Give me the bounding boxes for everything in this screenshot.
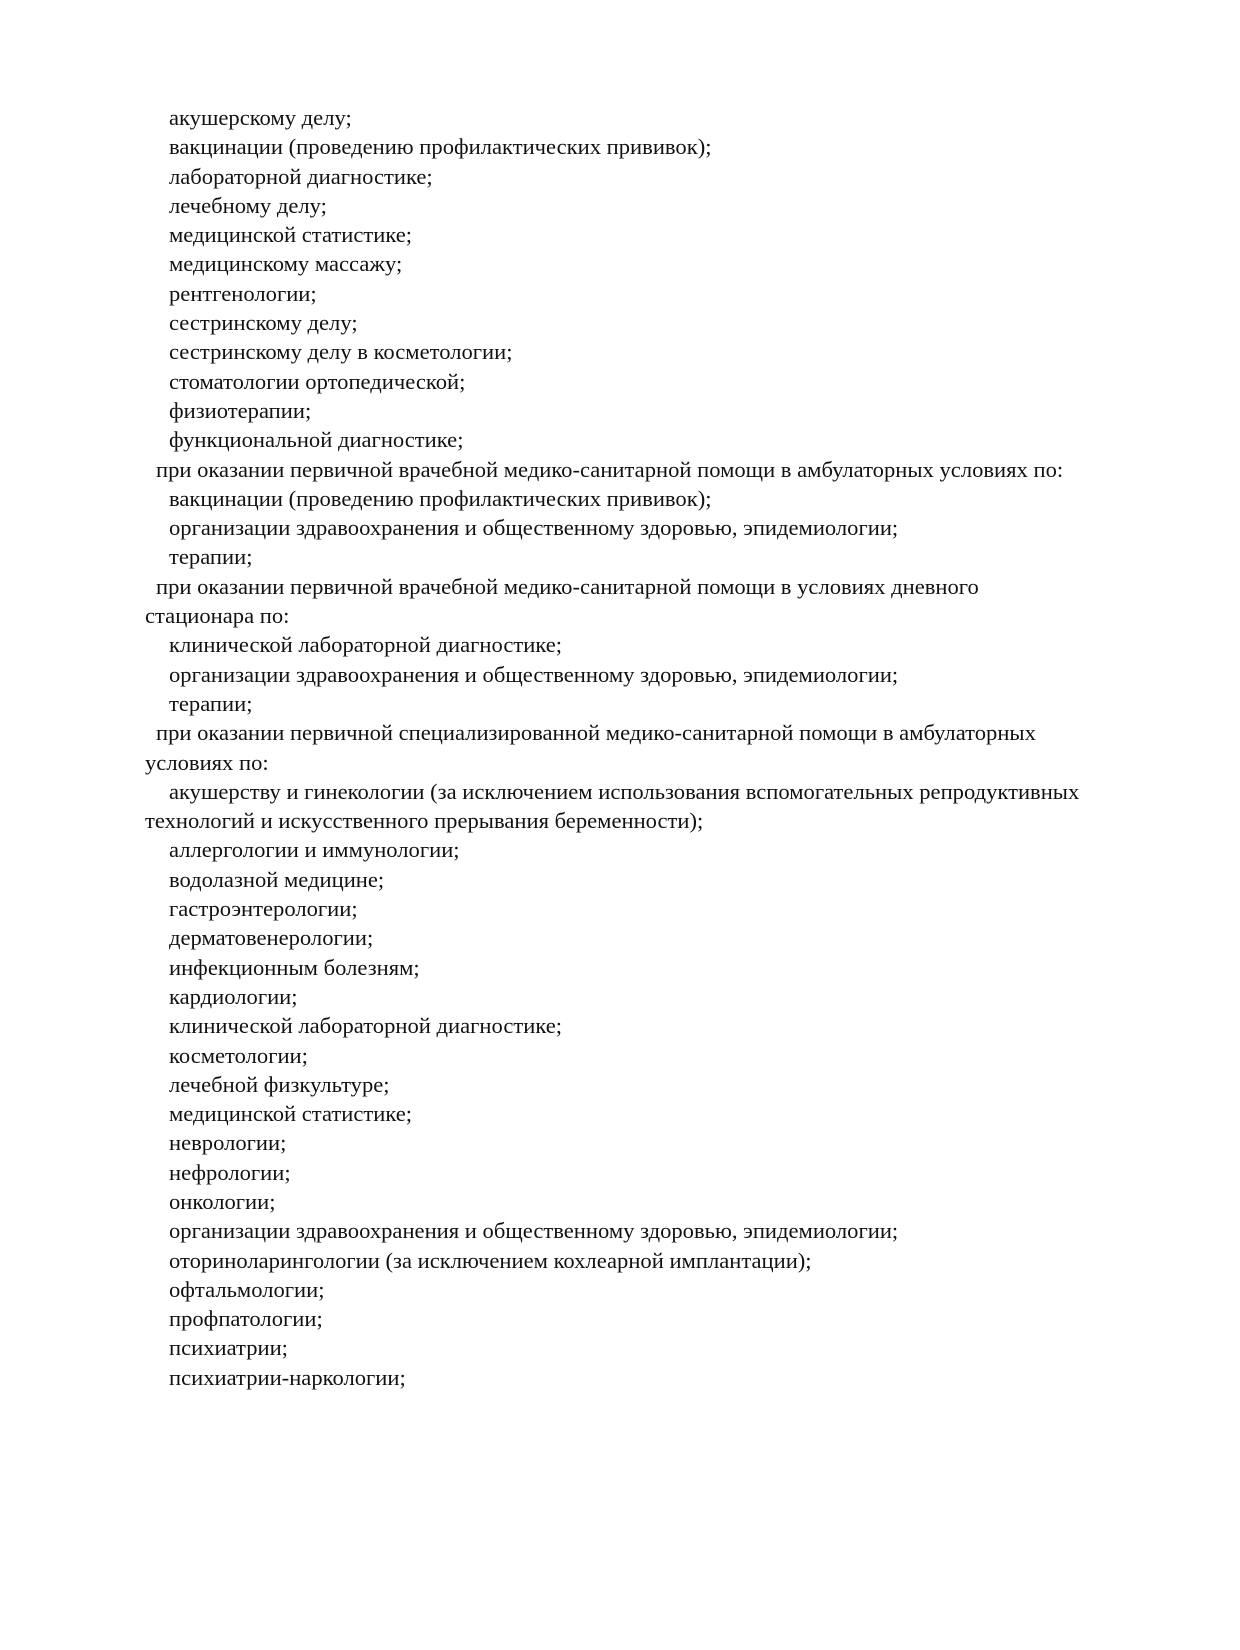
list-item: инфекционным болезням;	[169, 954, 420, 980]
list-item: нефрологии;	[169, 1159, 291, 1185]
list-item: медицинской статистике;	[169, 1101, 413, 1127]
list-item: клинической лабораторной диагностике;	[169, 1013, 563, 1039]
list-item: вакцинации (проведению профилактических прививок);	[169, 134, 712, 160]
list-item: аллергологии и иммунологии;	[169, 837, 460, 863]
list-item: стоматологии ортопедической;	[169, 368, 466, 394]
list-item: физиотерапии;	[169, 397, 312, 423]
list-item: онкологии;	[169, 1188, 276, 1214]
list-item: офтальмологии;	[169, 1276, 325, 1302]
list-item: психиатрии-наркологии;	[169, 1364, 406, 1390]
list-item: вакцинации (проведению профилактических прививок);	[169, 485, 712, 511]
list-item: гастроэнтерологии;	[169, 896, 358, 922]
list-item: лабораторной диагностике;	[169, 163, 433, 189]
list-item: организации здравоохранения и общественному здоровью, эпидемиологии;	[169, 661, 899, 687]
list-item: сестринскому делу в косметологии;	[169, 339, 513, 365]
list-item: акушерскому делу;	[169, 105, 352, 130]
list-item: психиатрии;	[169, 1335, 288, 1361]
list-item: функциональной диагностике;	[169, 427, 464, 453]
list-item: организации здравоохранения и общественному здоровью, эпидемиологии;	[169, 515, 899, 541]
list-item: дерматовенерологии;	[169, 925, 374, 951]
document-body	[145, 103, 1155, 1392]
list-item: профпатологии;	[169, 1306, 323, 1332]
list-item: терапии;	[169, 544, 253, 570]
list-item: клинической лабораторной диагностике;	[169, 632, 563, 658]
list-item: терапии;	[169, 690, 253, 716]
list-item: оториноларингологии (за исключением кохлеарной имплантации);	[169, 1247, 812, 1273]
list-item: косметологии;	[169, 1042, 308, 1068]
list-item: рентгенологии;	[169, 280, 317, 306]
continuation-line: технологий и искусственного прерывания беременности);	[145, 808, 704, 834]
list-item: кардиологии;	[169, 983, 298, 1009]
section-heading-line: при оказании первичной специализированной медико-санитарной помощи в амбулаторных	[156, 720, 1036, 746]
list-item: лечебному делу;	[169, 192, 327, 218]
list-item: лечебной физкультуре;	[169, 1071, 390, 1097]
section-heading-line: при оказании первичной врачебной медико-санитарной помощи в условиях дневного	[156, 573, 979, 599]
list-item: акушерству и гинекологии (за исключением использования вспомогательных репродуктивных	[169, 778, 1080, 804]
list-item: организации здравоохранения и общественному здоровью, эпидемиологии;	[169, 1218, 899, 1244]
continuation-line: стационара по:	[145, 603, 290, 629]
list-item: водолазной медицине;	[169, 866, 385, 892]
list-item: сестринскому делу;	[169, 310, 358, 336]
list-item: медицинскому массажу;	[169, 251, 403, 277]
section-heading-line: при оказании первичной врачебной медико-санитарной помощи в амбулаторных условиях по:	[156, 456, 1064, 482]
continuation-line: условиях по:	[145, 749, 269, 775]
list-item: медицинской статистике;	[169, 222, 413, 248]
list-item: неврологии;	[169, 1130, 287, 1156]
